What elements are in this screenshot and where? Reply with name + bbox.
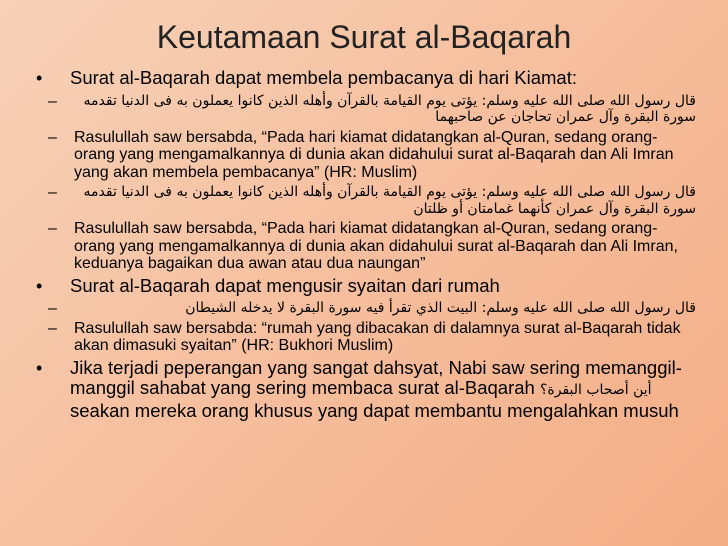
dash-icon: – (48, 128, 57, 146)
dash-icon: – (48, 184, 57, 201)
bullet-icon: • (36, 68, 43, 88)
sub-item (36, 320, 696, 355)
sub-item-text: Rasulullah saw bersabda, “Pada hari kiamat didatangkan al-Quran, sedang orang-orang yang mengamalkannya di dunia akan didahului surat al-Baqarah dan Ali Imran yang akan membela pembacanya” (HR: Muslim) (74, 128, 674, 181)
bullet-text: Surat al-Baqarah dapat mengusir syaitan dari rumah (70, 274, 500, 296)
bullet-icon: • (36, 357, 43, 378)
sub-item (36, 220, 696, 273)
bullet-icon: • (36, 275, 43, 296)
arabic-text: قال رسول الله صلى الله عليه وسلم: يؤتى يوم القيامة بالقرآن وأهله الذين كانوا يعملون به فى الدنيا تقدمه سورة البقرة وآل عمران تحاجان عن صاحبهما (83, 92, 696, 125)
dash-icon: – (48, 300, 57, 317)
arabic-inline-text: أين أصحاب البقرة؟ (539, 382, 652, 398)
sub-list (36, 300, 696, 355)
dash-icon: – (48, 92, 57, 110)
arabic-text: قال رسول الله صلى الله عليه وسلم: البيت الذي تقرأ فيه سورة البقرة لا يدخله الشيطان (185, 300, 696, 316)
dash-icon: – (48, 220, 57, 237)
sub-item (36, 93, 696, 126)
bullet-item (36, 358, 696, 422)
slide-content (36, 68, 696, 425)
bullet-item (36, 68, 696, 89)
dash-icon: – (48, 319, 57, 337)
arabic-text: قال رسول الله صلى الله عليه وسلم: يؤتى يوم القيامة بالقرآن وأهله الذين كانوا يعملون به فى الدنيا تقدمه سورة البقرة وآل عمران كأنهما غمامتان أو ظلتان (83, 184, 696, 217)
bullet-text: seakan mereka orang khusus yang dapat membantu mengalahkan musuh (70, 399, 679, 421)
bullet-item (36, 276, 696, 297)
slide-title: Keutamaan Surat al-Baqarah (156, 19, 572, 55)
sub-item-text: Rasulullah saw bersabda: “rumah yang dibacakan di dalamnya surat al-Baqarah tidak akan dimasuki syaitan” (HR: Bukhori Muslim) (74, 319, 681, 354)
bullet-text: Surat al-Baqarah dapat membela pembacanya di hari Kiamat: (70, 67, 577, 88)
bullet-text: Jika terjadi peperangan yang sangat dahsyat, Nabi saw sering memanggil-manggil sahabat yang sering membaca surat al-Baqarah (70, 356, 682, 398)
sub-list (36, 93, 696, 273)
sub-item-text: Rasulullah saw bersabda, “Pada hari kiamat didatangkan al-Quran, sedang orang-orang yang mengamalkannya di dunia akan didahului surat al-Baqarah dan Ali Imran, keduanya bagaikan dua awan atau dua naungan” (74, 220, 678, 272)
sub-item (36, 300, 696, 317)
sub-item (36, 129, 696, 182)
sub-item (36, 184, 696, 217)
